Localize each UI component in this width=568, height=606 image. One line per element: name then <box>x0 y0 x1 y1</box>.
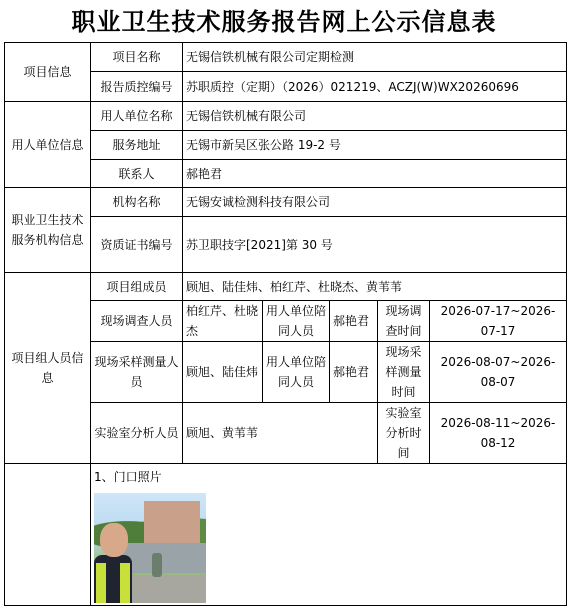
row-unit-name <box>5 102 567 131</box>
value-report-no: 苏职质控（定期）（2026）021219、ACZJ(W)WX20260696 <box>183 72 567 102</box>
value-project-name: 无锡信铁机械有限公司定期检测 <box>183 43 567 72</box>
row-org-name <box>5 188 567 217</box>
label-address: 服务地址 <box>91 131 183 160</box>
label-survey-escort: 用人单位陪同人员 <box>263 301 330 342</box>
value-lab-time: 2026-08-11~2026-08-12 <box>430 403 567 464</box>
value-survey-escort: 郝艳君 <box>330 301 378 342</box>
label-lab-time: 实验室分析时间 <box>378 403 430 464</box>
photo-background-person <box>152 553 162 577</box>
photo-vest-left <box>96 563 106 603</box>
value-lab: 顾旭、黄苇苇 <box>183 403 378 464</box>
group-personnel-info: 项目组人员信息 <box>5 273 91 464</box>
row-members <box>5 273 567 301</box>
label-org-name: 机构名称 <box>91 188 183 217</box>
value-survey: 柏红芹、杜晓杰 <box>183 301 263 342</box>
photo-group-cell <box>5 464 91 606</box>
row-photos <box>5 464 567 606</box>
entrance-photo <box>94 493 206 603</box>
value-sampling-escort: 郝艳君 <box>330 342 378 403</box>
value-cert-no: 苏卫职技字[2021]第 30 号 <box>183 217 567 273</box>
label-project-name: 项目名称 <box>91 43 183 72</box>
value-address: 无锡市新吴区张公路 19-2 号 <box>183 131 567 160</box>
label-unit-name: 用人单位名称 <box>91 102 183 131</box>
label-report-no: 报告质控编号 <box>91 72 183 102</box>
photo-person-head <box>100 523 128 557</box>
photo-cell <box>91 464 567 606</box>
photo-vest-right <box>120 563 130 603</box>
value-members: 顾旭、陆佳炜、柏红芹、杜晓杰、黄苇苇 <box>183 273 567 301</box>
label-sampling: 现场采样测量人员 <box>91 342 183 403</box>
value-org-name: 无锡安诚检测科技有限公司 <box>183 188 567 217</box>
label-survey-time: 现场调查时间 <box>378 301 430 342</box>
group-project-info: 项目信息 <box>5 43 91 102</box>
row-project-name <box>5 43 567 72</box>
value-sampling: 顾旭、陆佳炜 <box>183 342 263 403</box>
value-survey-time: 2026-07-17~2026-07-17 <box>430 301 567 342</box>
photo-wall <box>122 543 206 573</box>
label-contact: 联系人 <box>91 160 183 188</box>
label-cert-no: 资质证书编号 <box>91 217 183 273</box>
group-employer-info: 用人单位信息 <box>5 102 91 188</box>
photo-caption: 1、门口照片 <box>94 469 162 484</box>
label-sampling-time: 现场采样测量时间 <box>378 342 430 403</box>
label-lab: 实验室分析人员 <box>91 403 183 464</box>
group-agency-info: 职业卫生技术服务机构信息 <box>5 188 91 273</box>
info-table <box>4 42 567 606</box>
label-members: 项目组成员 <box>91 273 183 301</box>
page-title: 职业卫生技术服务报告网上公示信息表 <box>71 7 497 36</box>
value-sampling-time: 2026-08-07~2026-08-07 <box>430 342 567 403</box>
label-survey: 现场调查人员 <box>91 301 183 342</box>
value-unit-name: 无锡信铁机械有限公司 <box>183 102 567 131</box>
label-sampling-escort: 用人单位陪同人员 <box>263 342 330 403</box>
value-contact: 郝艳君 <box>183 160 567 188</box>
